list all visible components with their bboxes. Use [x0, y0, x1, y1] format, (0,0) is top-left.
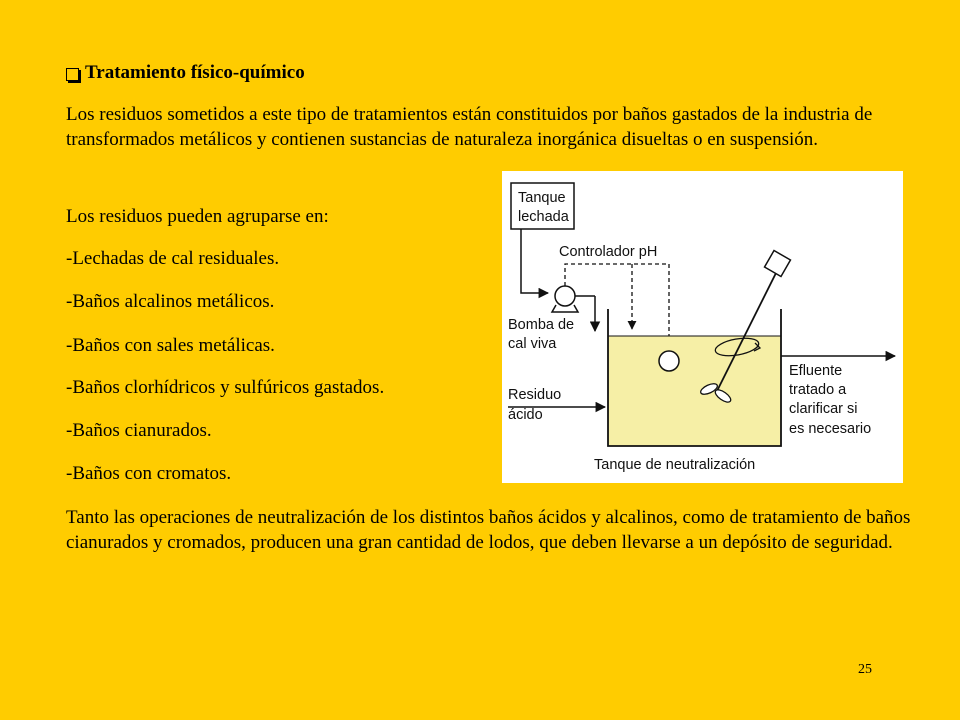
bomba-label: Bomba de [508, 317, 575, 333]
page-number: 25 [858, 662, 872, 677]
pump-icon [555, 286, 575, 306]
controlador-label: Controlador pH [559, 244, 658, 260]
list-item: -Baños cianurados. [66, 420, 212, 441]
closing-paragraph: Tanto las operaciones de neutralización de los distintos baños ácidos y alcalinos, como de tratamiento de baños cianurados y cromados, producen una gran cantidad de lodos, que deben llevarse a un depósito de seguridad. [66, 507, 911, 553]
residuo-label: Residuo [508, 387, 562, 403]
agitator-motor-icon [765, 251, 791, 277]
list-item: -Lechadas de cal residuales. [66, 248, 280, 269]
efluente-label: clarificar si [789, 401, 858, 417]
neutralization-diagram [502, 171, 903, 483]
checkbox-bullet-icon [66, 68, 79, 81]
tanque-lechada-label: lechada [518, 209, 569, 225]
intro-paragraph: Los residuos sometidos a este tipo de tratamientos están constituidos por baños gastados de la industria de transformados metálicos y contienen sustancias de naturaleza inorgánica disueltas o en suspensión. [66, 104, 873, 150]
list-item: -Baños clorhídricos y sulfúricos gastados. [66, 377, 385, 398]
heading-text: Tratamiento físico-químico [85, 62, 305, 83]
list-item: -Baños alcalinos metálicos. [66, 291, 275, 312]
feed-line [521, 229, 548, 293]
control-signal-line [565, 264, 669, 346]
group-intro: Los residuos pueden agruparse en: [66, 206, 329, 227]
list-item: -Baños con cromatos. [66, 463, 232, 484]
residuo-label: ácido [508, 407, 543, 423]
tank-liquid [608, 336, 781, 446]
tanque-lechada-label: Tanque [518, 190, 566, 206]
slide-heading [66, 60, 305, 86]
efluente-label: tratado a [789, 382, 847, 398]
tanque-neutralizacion-label: Tanque de neutralización [594, 457, 756, 473]
efluente-label: Efluente [789, 363, 843, 379]
ph-sensor-icon [659, 351, 679, 371]
list-item: -Baños con sales metálicas. [66, 335, 275, 356]
bomba-label: cal viva [508, 336, 557, 352]
efluente-label: es necesario [789, 421, 872, 437]
